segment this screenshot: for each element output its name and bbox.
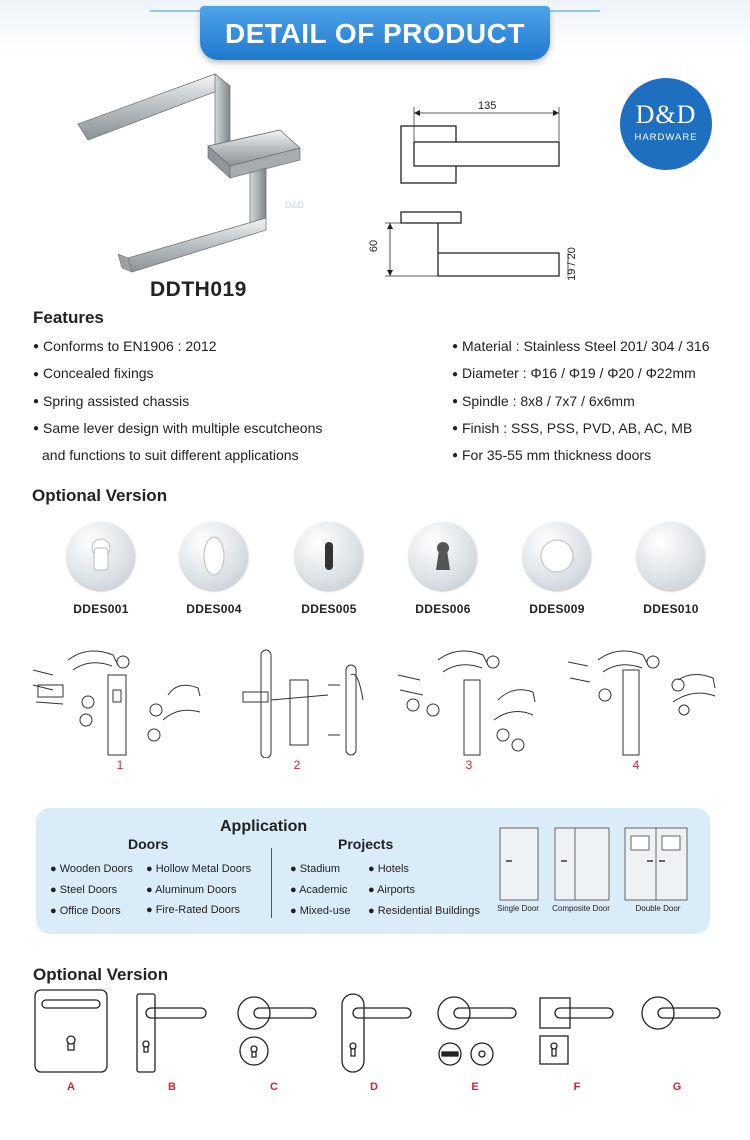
installation-label: 1 (116, 758, 124, 772)
feature-item-continuation: and functions to suit different applications (42, 447, 299, 464)
features-right-list (452, 333, 709, 469)
page-title: DETAIL OF PRODUCT (200, 6, 550, 60)
door-type-item: ● Hollow Metal Doors (146, 863, 252, 875)
variant-label-c: C (270, 1081, 278, 1093)
feature-item: ● For 35-55 mm thickness doors (452, 447, 652, 464)
variant-d-drawing (342, 994, 411, 1072)
variant-label-f: F (573, 1081, 581, 1093)
installation-diagrams (28, 640, 728, 758)
dim-height: 60 (368, 239, 381, 253)
feature-item: ● Diameter : Φ16 / Φ19 / Φ20 / Φ22mm (452, 365, 696, 382)
installation-label: 3 (465, 758, 473, 772)
project-item: ● Residential Buildings (368, 905, 480, 917)
feature-item: ● Spindle : 8x8 / 7x7 / 6x6mm (452, 392, 635, 409)
installation-label: 2 (293, 758, 301, 772)
variant-b-drawing (137, 994, 206, 1072)
feature-item: ● Concealed fixings (33, 365, 154, 382)
feature-item: ● Material : Stainless Steel 201/ 304 / 316 (452, 338, 710, 354)
feature-item: ● Conforms to EN1906 : 2012 (33, 338, 217, 354)
feature-item: ● Same lever design with multiple escutcheons (33, 419, 323, 436)
application-title: Application (220, 818, 308, 835)
composite-door-icon (555, 828, 609, 900)
escutcheon-ddes009 (523, 522, 591, 590)
escutcheon-ddes006 (409, 522, 477, 590)
project-item: ● Academic (290, 884, 348, 896)
escutcheon-ddes001 (67, 522, 135, 590)
escutcheon-label: DDES005 (301, 602, 357, 616)
logo-mark: D&D (635, 100, 697, 129)
brand-logo (620, 78, 712, 170)
variant-a-drawing (35, 990, 107, 1072)
projects-title: Projects (338, 836, 394, 852)
door-type-item: ● Steel Doors (50, 884, 118, 896)
variant-label-b: B (168, 1081, 176, 1093)
door-type-caption: Composite Door (552, 904, 610, 913)
project-item: ● Airports (368, 884, 415, 896)
variant-label-d: D (370, 1081, 378, 1093)
variant-g-drawing (642, 997, 720, 1029)
handle-variants (30, 988, 730, 1080)
escutcheon-ddes010 (637, 522, 705, 590)
escutcheon-label: DDES004 (186, 602, 242, 616)
product-model: DDTH019 (150, 278, 247, 301)
installation-diagram-3 (398, 651, 535, 755)
dim-width: 135 (478, 100, 497, 112)
optional-version-2-title: Optional Version (33, 965, 169, 984)
escutcheon-ddes004 (180, 522, 248, 590)
dim-thickness: 19 / 20 (565, 247, 578, 281)
features-title: Features (33, 308, 104, 327)
door-type-caption: Single Door (497, 904, 539, 913)
variant-label-g: G (672, 1081, 682, 1093)
variant-e-drawing (438, 997, 516, 1065)
features-left-list (33, 333, 322, 468)
doors-title: Doors (128, 836, 169, 852)
optional-version-title: Optional Version (32, 486, 168, 505)
application-divider (271, 848, 272, 918)
door-type-item: ● Wooden Doors (50, 863, 133, 875)
door-type-caption: Double Door (635, 904, 681, 913)
variant-label-e: E (471, 1081, 479, 1093)
feature-item: ● Spring assisted chassis (33, 392, 190, 409)
escutcheon-label: DDES010 (643, 602, 699, 616)
svg-text:D&D: D&D (285, 200, 305, 210)
variant-c-drawing (238, 997, 316, 1065)
door-type-item: ● Fire-Rated Doors (146, 904, 241, 916)
door-type-item: ● Aluminum Doors (146, 884, 237, 896)
installation-label: 4 (632, 758, 640, 772)
header-line-left (150, 10, 200, 12)
variant-f-drawing (540, 998, 613, 1064)
header-line-right (550, 10, 600, 12)
variant-label-a: A (67, 1081, 75, 1093)
project-item: ● Hotels (368, 863, 409, 875)
escutcheon-label: DDES009 (529, 602, 585, 616)
project-item: ● Stadium (290, 863, 341, 875)
installation-diagram-1 (33, 651, 200, 755)
feature-item: ● Finish : SSS, PSS, PVD, AB, AC, MB (452, 419, 693, 436)
product-photo (70, 68, 330, 280)
installation-diagram-2 (243, 650, 363, 758)
escutcheon-ddes005 (295, 522, 363, 590)
installation-diagram-4 (568, 651, 715, 755)
escutcheon-label: DDES001 (73, 602, 129, 616)
door-type-illustrations (495, 826, 705, 904)
logo-subtitle: HARDWARE (634, 132, 698, 143)
single-door-icon (500, 828, 538, 900)
escutcheon-label: DDES006 (415, 602, 471, 616)
project-item: ● Mixed-use (290, 905, 351, 917)
dimension-drawing (370, 95, 590, 290)
door-type-item: ● Office Doors (50, 905, 121, 917)
